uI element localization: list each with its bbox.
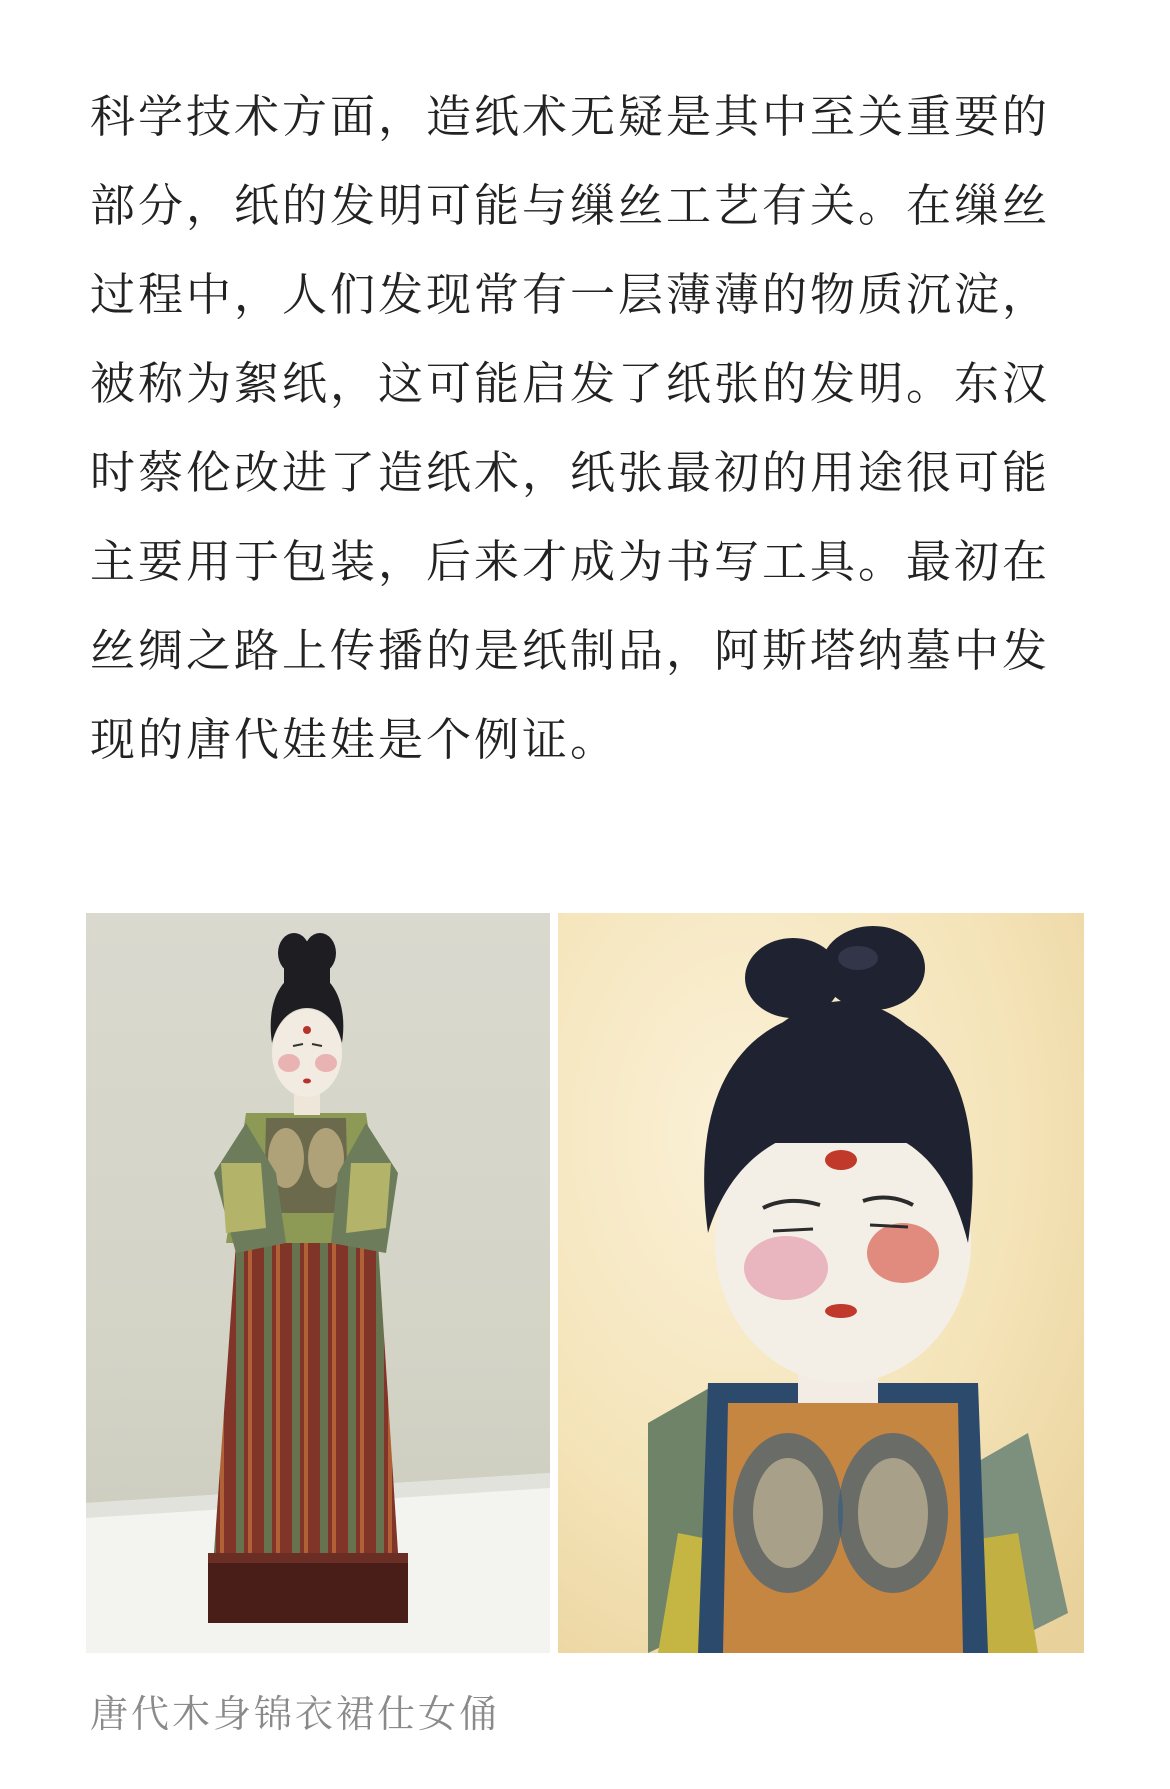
paragraph-line: 时蔡伦改进了造纸术，纸张最初的用途很可能 [90,446,1051,499]
figure-photos [86,913,1084,1653]
paragraph-line: 丝绸之路上传播的是纸制品，阿斯塔纳墓中发 [90,624,1051,677]
paragraph-line: 科学技术方面，造纸术无疑是其中至关重要的 [90,90,1051,143]
figurine-closeup-photo [558,913,1084,1653]
article-paragraph [90,72,1090,784]
figure-caption: 唐代木身锦衣裙仕女俑 [90,1692,501,1736]
figurine-full-photo [86,913,550,1653]
article-body [90,72,1090,784]
paragraph-line: 被称为絮纸，这可能启发了纸张的发明。东汉 [90,357,1051,410]
paragraph-line: 主要用于包装，后来才成为书写工具。最初在 [90,535,1051,588]
paragraph-line: 部分，纸的发明可能与缫丝工艺有关。在缫丝 [90,179,1051,232]
paragraph-line: 过程中，人们发现常有一层薄薄的物质沉淀， [90,268,1051,321]
figurine-closeup-illustration [558,913,1084,1653]
paragraph-line: 现的唐代娃娃是个例证。 [90,713,619,766]
figurine-full-illustration [86,913,550,1653]
